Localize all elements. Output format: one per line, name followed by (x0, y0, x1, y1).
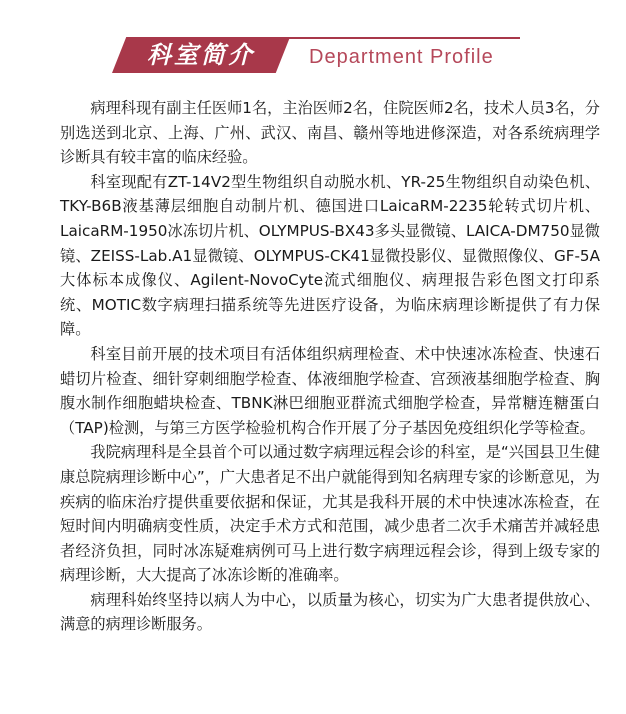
profile-body (60, 96, 600, 637)
section-header (0, 0, 626, 90)
paragraph-commitment: 病理科始终坚持以病人为中心，以质量为核心，切实为广大患者提供放心、满意的病理诊断服务。 (60, 590, 600, 634)
section-title-chinese: 科室简介 (147, 41, 255, 69)
paragraph-remote-consultation: 我院病理科是全县首个可以通过数字病理远程会诊的科室，是“兴国县卫生健康总院病理诊断中心”，广大患者足不出户就能得到知名病理专家的诊断意见，为疾病的临床治疗提供重要依据和保证，尤其是我科开展的术中快速冰冻检查，在短时间内明确病变性质，决定手术方式和范围，减少患者二次手术痛苦并减轻患者经济负担，同时冰冻疑难病例可马上进行数字病理远程会诊，得到上级专家的病理诊断，大大提高了冰冻诊断的准确率。 (60, 443, 600, 585)
paragraph-equipment: 科室现配有ZT-14V2型生物组织自动脱水机、YR-25生物组织自动染色机、TKY-B6B液基薄层细胞自动制片机、德国进口LaicaRM-2235轮转式切片机、LaicaRM-1950冰冻切片机、OLYMPUS-BX43多头显微镜、LAICA-DM750显微镜、ZEISS-Lab.A1显微镜、OLYMPUS-CK41显微投影仪、显微照像仪、GF-5A大体标本成像仪、Agilent-NovoCyte流式细胞仪、病理报告彩色图文打印系统、MOTIC数字病理扫描系统等先进医疗设备，为临床病理诊断提供了有力保障。 (60, 172, 600, 339)
paragraph-staff: 病理科现有副主任医师1名，主治医师2名，住院医师2名，技术人员3名，分别选送到北京、上海、广州、武汉、南昌、赣州等地进修深造，对各系统病理学诊断具有较丰富的临床经验。 (60, 99, 600, 167)
paragraph-services: 科室目前开展的技术项目有活体组织病理检查、术中快速冰冻检查、快速石蜡切片检查、细针穿刺细胞学检查、体液细胞学检查、宫颈液基细胞学检查、胸腹水制作细胞蜡块检查、TBNK淋巴细胞亚群流式细胞学检查，异常糖连糖蛋白（TAP)检测，与第三方医学检验机构合作开展了分子基因免疫组织化学等检查。 (60, 344, 600, 437)
section-title-english: Department Profile (309, 46, 494, 68)
header-rule-line (250, 37, 520, 39)
